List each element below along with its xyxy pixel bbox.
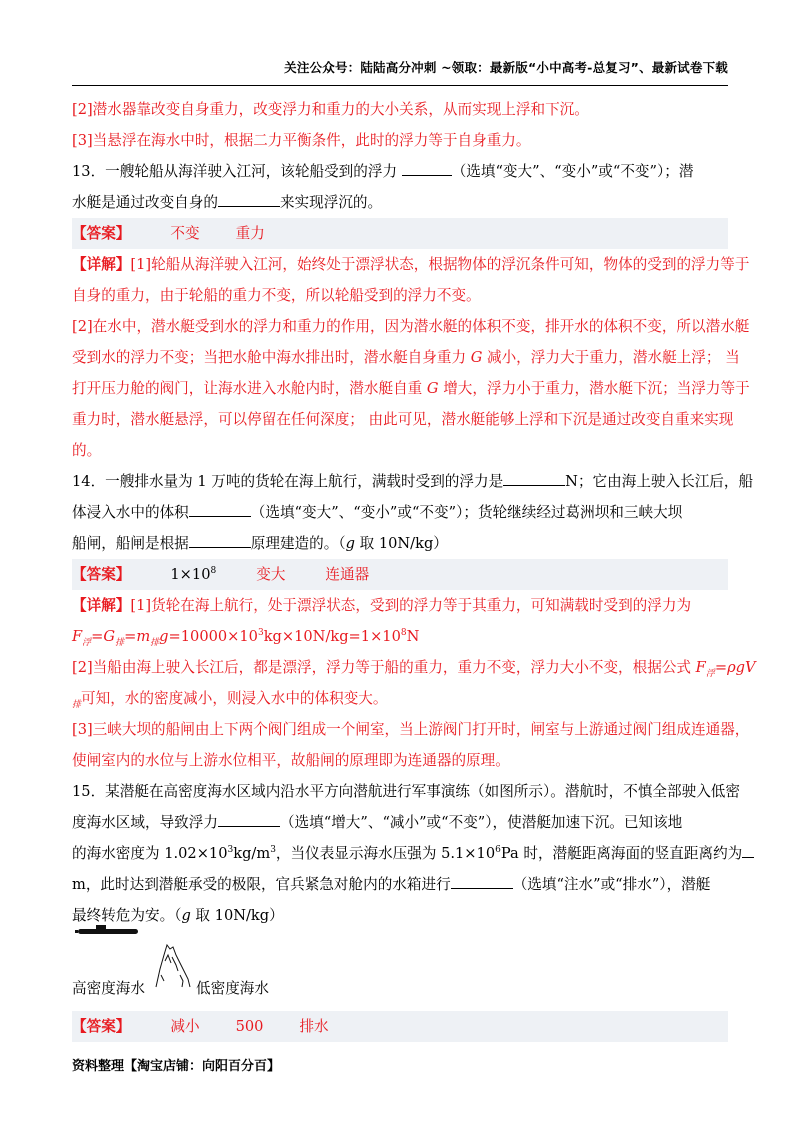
- q13-detail-1: 【详解】[1]轮船从海洋驶入江河，始终处于漂浮状态，根据物体的浮沉条件可知，物体的受到的浮力等于: [72, 256, 750, 273]
- prev-detail-2: [2]潜水器靠改变自身重力，改变浮力和重力的大小关系，从而实现上浮和下沉。: [72, 101, 589, 118]
- density-boundary-icon: [156, 945, 190, 987]
- q13-line2: 水艇是通过改变自身的 来实现浮沉的。: [72, 194, 383, 211]
- q14-answer: 【答案】 $1\times 10^8$ 变大 连通器: [72, 559, 728, 590]
- q13-line1: 13．一艘轮船从海洋驶入江河，该轮船受到的浮力 （选填“变大”、“变小”或“不变”）；潜: [72, 163, 694, 180]
- q14-line3: 船闸，船闸是根据 原理建造的。（g 取 10N/kg）: [72, 535, 448, 552]
- q14-blank-2: [189, 502, 251, 517]
- submarine-figure: [72, 925, 312, 1005]
- q14-detail-2: $F_浮=G_排=m_排g=10000\times 10^3kg\times 10N/kg=1\times 10^8N$: [72, 628, 420, 648]
- q15-answer: 【答案】 减小 500 排水: [72, 1011, 728, 1042]
- q14-blank-1: [503, 471, 565, 486]
- q14-detail-4: $_排$可知，水的密度减小，则浸入水中的体积变大。: [72, 690, 388, 710]
- q14-detail-3: [2]当船由海上驶入长江后，都是漂浮，浮力等于船的重力，重力不变，浮力大小不变，根据公式 $F_浮=\rho gV$: [72, 659, 756, 679]
- q13-detail-6: 重力时，潜水艇悬浮，可以停留在任何深度； 由此可见，潜水艇能够上浮和下沉是通过改变自重来实现: [72, 411, 734, 428]
- q14-blank-3: [189, 533, 251, 548]
- q15-line3: 的海水密度为 $1.02\times 10^3kg/m^3$，当仪表显示海水压强为 $5.1\times 10^6Pa$ 时，潜艇距离海面的竖直距离约为: [72, 838, 728, 869]
- q15-blank-2: [742, 843, 754, 858]
- q13-blank-1: [402, 161, 452, 176]
- q13-detail-4: 受到水的浮力不变；当把水舱中海水排出时，潜水艇自身重力 G 减小，浮力大于重力，潜水艇上浮； 当: [72, 349, 740, 366]
- q13-detail-2: 自身的重力，由于轮船的重力不变，所以轮船受到的浮力不变。: [72, 287, 481, 304]
- high-density-label: 高密度海水: [72, 980, 145, 997]
- q14-line1: 14．一艘排水量为 1 万吨的货轮在海上航行，满载时受到的浮力是 N；它由海上驶入长江后，船: [72, 473, 754, 490]
- page-body: [72, 94, 756, 931]
- submarine-icon: [75, 925, 138, 934]
- header-rule: [72, 85, 728, 86]
- q15-line2: 度海水区域，导致浮力 （选填“增大”、“减小”或“不变”），使潜艇加速下沉。已知该地: [72, 814, 683, 831]
- page-footer: 资料整理【淘宝店铺：向阳百分百】: [72, 1059, 281, 1074]
- q13-detail-5: 打开压力舱的阀门，让海水进入水舱内时，潜水艇自重 G 增大，浮力小于重力，潜水艇下沉；当浮力等于: [72, 380, 750, 397]
- q15-line5: 最终转危为安。（g 取 10N/kg）: [72, 907, 284, 924]
- q15-blank-3: [451, 874, 513, 889]
- q14-detail-5: [3]三峡大坝的船闸由上下两个阀门组成一个闸室，当上游阀门打开时，闸室与上游通过阀门组成连通器，: [72, 721, 750, 738]
- q15-line4: m，此时达到潜艇承受的极限，官兵紧急对舱内的水箱进行 （选填“注水”或“排水”），潜艇: [72, 876, 711, 893]
- q13-detail-7: 的。: [72, 442, 102, 459]
- prev-detail-3: [3]当悬浮在海水中时，根据二力平衡条件，此时的浮力等于自身重力。: [72, 132, 531, 149]
- q15-blank-1: [218, 812, 280, 827]
- q13-blank-2: [218, 192, 280, 207]
- q14-detail-1: 【详解】[1]货轮在海上航行，处于漂浮状态，受到的浮力等于其重力，可知满载时受到的浮力为: [72, 597, 692, 614]
- q14-line2: 体浸入水中的体积 （选填“变大”、“变小”或“不变”）；货轮继续经过葛洲坝和三峡大坝: [72, 504, 683, 521]
- q15-answer-wrap: [72, 1011, 728, 1042]
- q14-detail-6: 使闸室内的水位与上游水位相平，故船闸的原理即为连通器的原理。: [72, 752, 510, 769]
- low-density-label: 低密度海水: [196, 980, 269, 997]
- q15-line1: 15．某潜艇在高密度海水区域内沿水平方向潜航进行军事演练（如图所示）。潜航时，不慎全部驶入低密: [72, 783, 740, 800]
- page-header: 关注公众号：陆陆高分冲刺 ~领取：最新版“小中高考-总复习”、最新试卷下载: [284, 60, 728, 75]
- q13-detail-3: [2]在水中，潜水艇受到水的浮力和重力的作用，因为潜水艇的体积不变，排开水的体积不变，所以潜水艇: [72, 318, 750, 335]
- q13-answer: 【答案】 不变 重力: [72, 218, 728, 249]
